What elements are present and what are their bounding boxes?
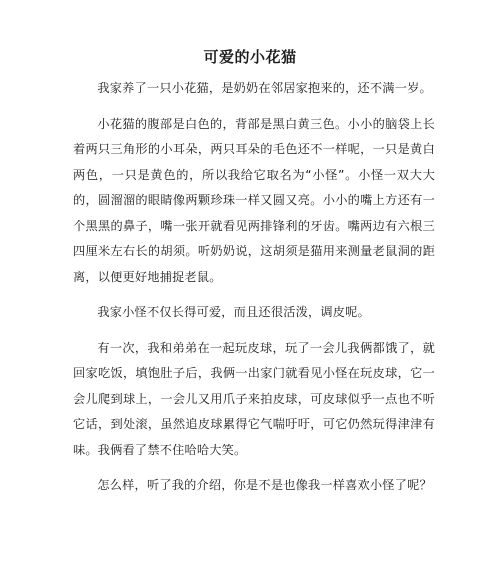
paragraph-2: 小花猫的腹部是白色的，背部是黑白黄三色。小小的脑袋上长着两只三角形的小耳朵，两只耳朵的毛色还不一样呢，一只是黄白两色，一只是黄色的，所以我给它取名为“小怪”。小怪一双大大的，圆溜溜的眼睛像两颗珍珠一样又圆又亮。小小的嘴上方还有一个黑黑的鼻子，嘴一张开就看见两排锋利的牙齿。嘴两边有六根三四厘米左右长的胡须。听奶奶说，这胡须是猫用来测量老鼠洞的距离，以便更好地捕捉老鼠。	[73, 116, 435, 284]
paragraph-4: 有一次，我和弟弟在一起玩皮球，玩了一会儿我俩都饿了，就回家吃饭，填饱肚子后，我俩一出家门就看见小怪在玩皮球，它一会儿爬到球上，一会儿又用爪子来拍皮球，可皮球似乎一点也不听它话，到处滚，虽然追皮球累得它气喘吁吁，可它仍然玩得津津有味。我俩看了禁不住哈哈大笑。	[73, 340, 435, 457]
paragraph-1: 我家养了一只小花猫，是奶奶在邻居家抱来的，还不满一岁。	[97, 81, 432, 95]
document-title: 可爱的小花猫	[203, 48, 297, 66]
paragraph-5: 怎么样，听了我的介绍，你是不是也像我一样喜欢小怪了呢？	[97, 478, 432, 492]
document-body	[73, 76, 435, 509]
paragraph-3: 我家小怪不仅长得可爱，而且还很活泼，调皮呢。	[97, 305, 370, 319]
